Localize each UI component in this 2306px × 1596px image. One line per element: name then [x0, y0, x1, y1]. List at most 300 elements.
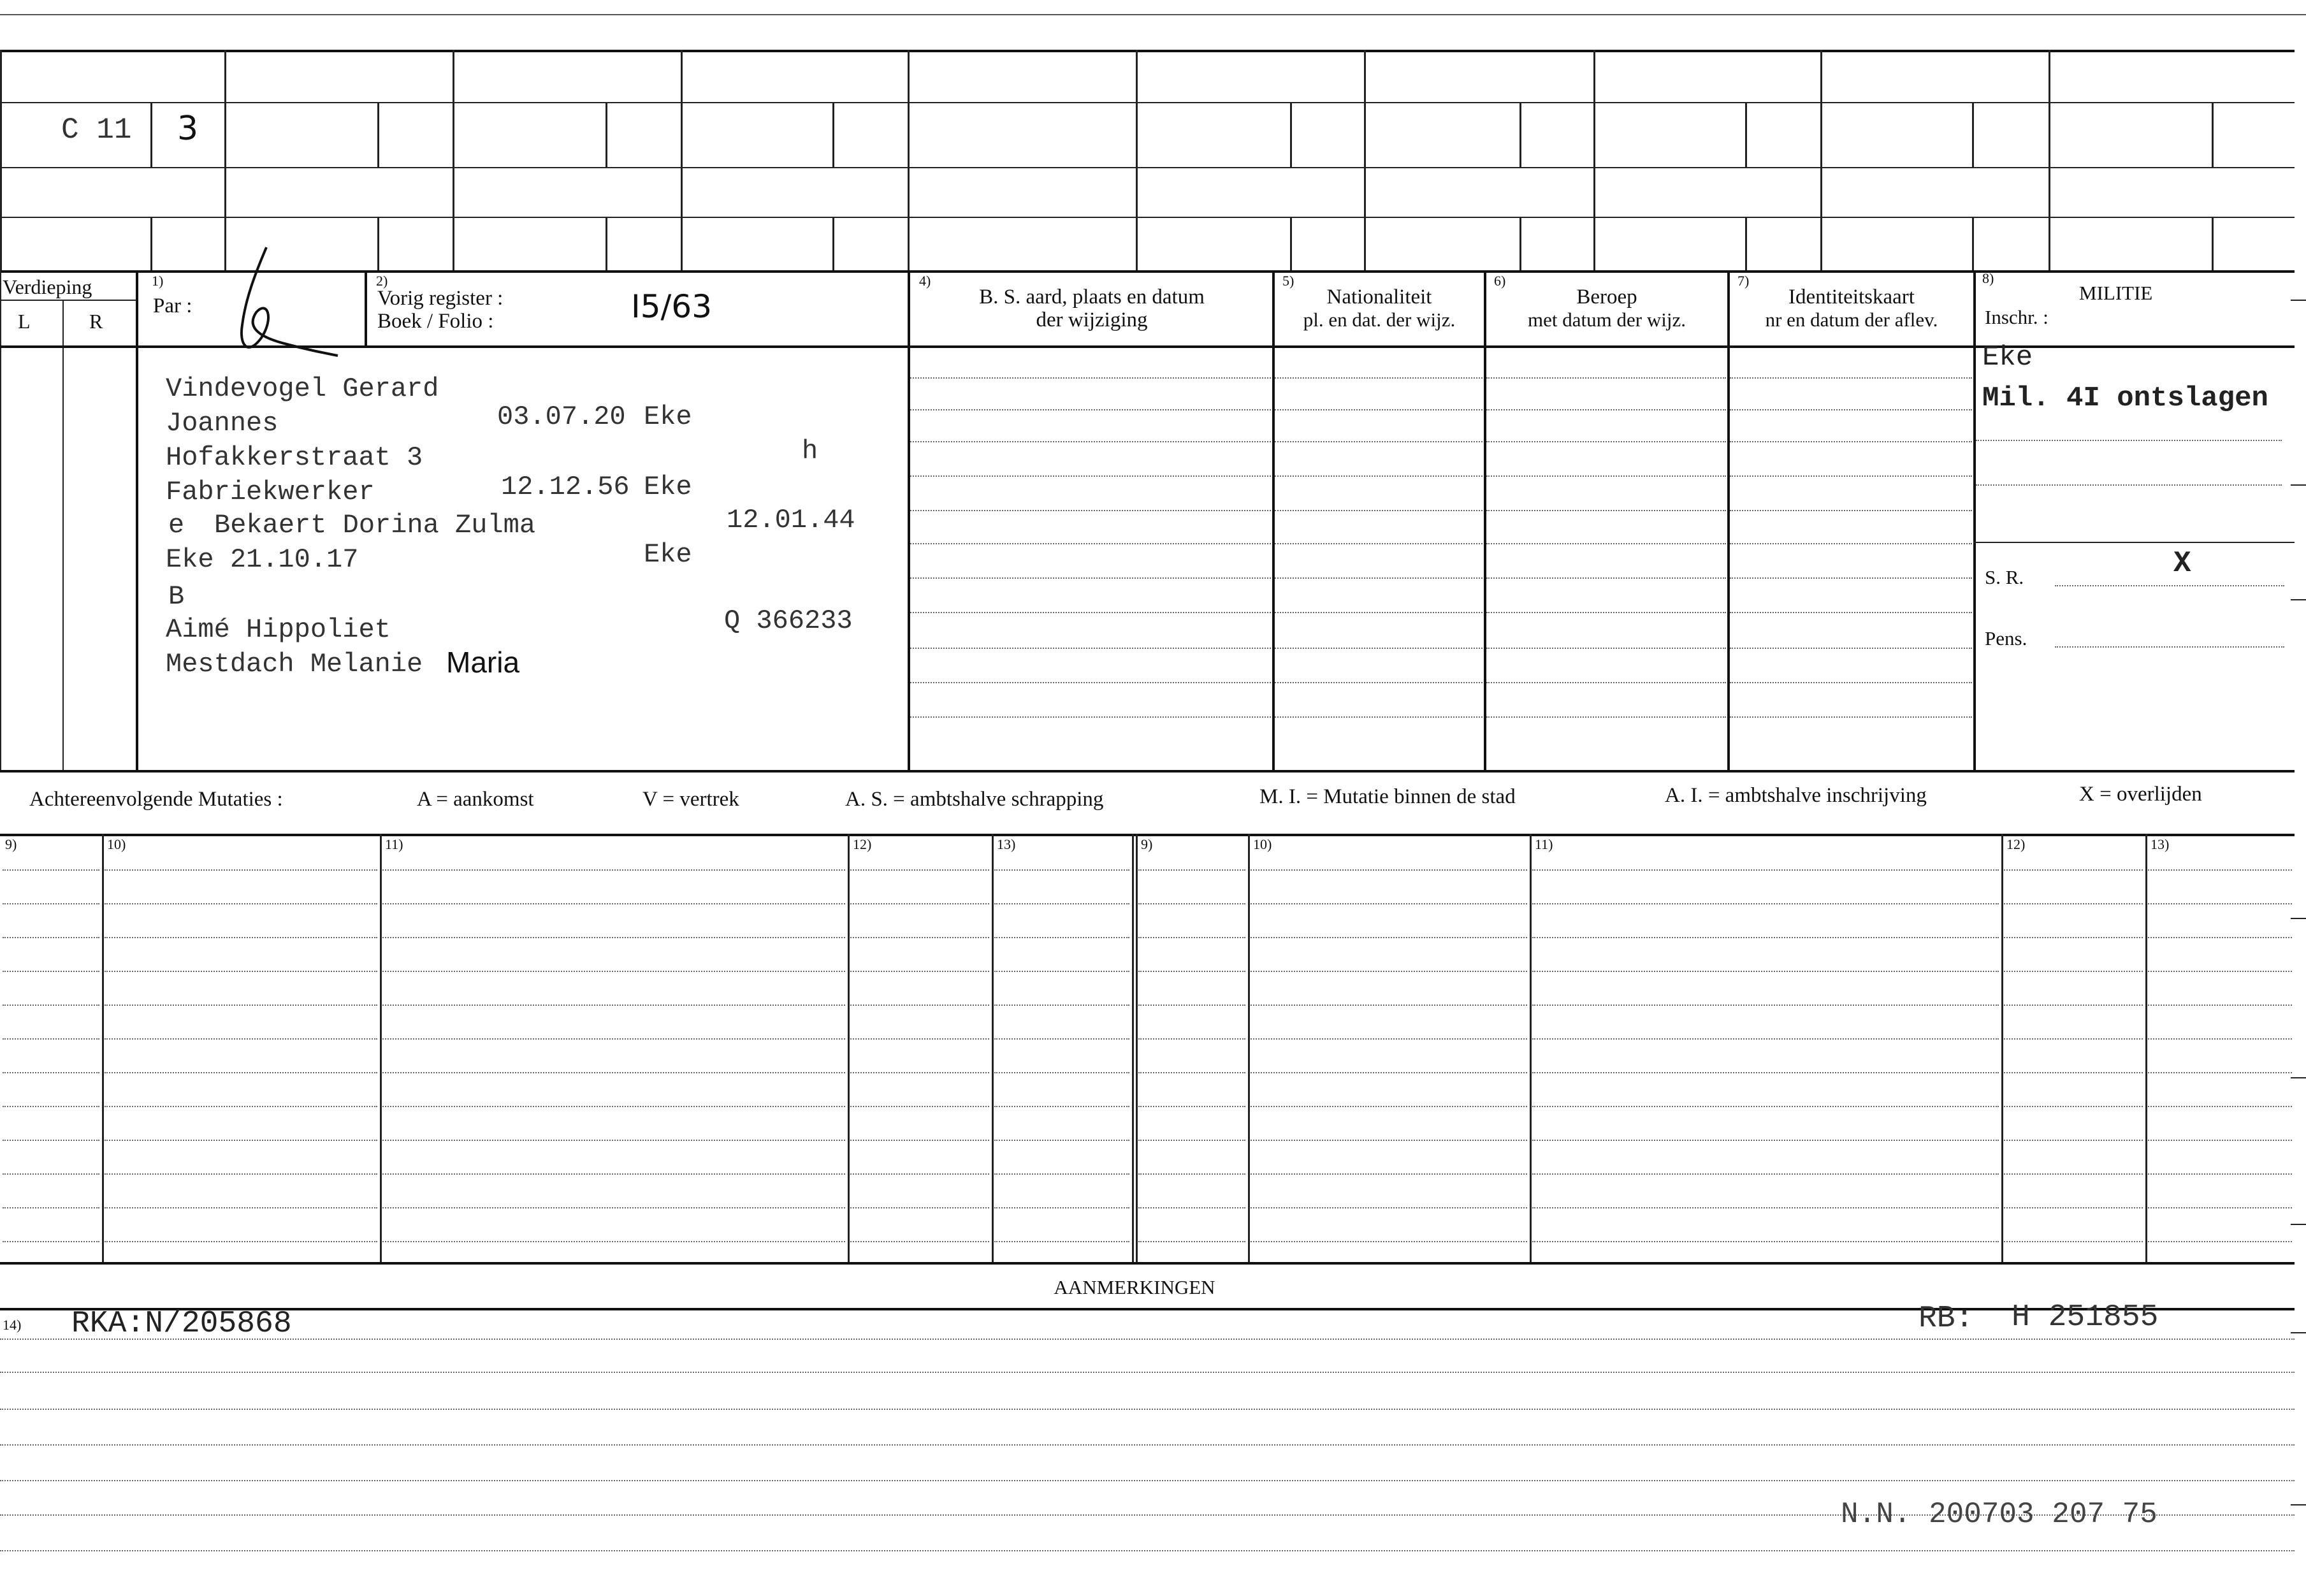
dotted-rule: [1251, 1038, 1527, 1040]
dotted-rule: [3, 903, 99, 904]
dotted-rule: [1486, 612, 1726, 613]
dotted-rule: [2148, 1038, 2292, 1040]
dotted-rule: [1275, 510, 1483, 511]
grid-line: [1519, 217, 1521, 270]
person-mark-h: h: [802, 436, 818, 467]
dotted-rule: [1138, 971, 1245, 972]
dotted-rule: [2004, 1207, 2143, 1208]
dotted-rule: [105, 1038, 377, 1040]
grid-line: [0, 1262, 2295, 1265]
dotted-rule: [850, 1241, 989, 1242]
dotted-rule: [382, 1241, 845, 1242]
dotted-rule: [105, 903, 377, 904]
dotted-rule: [105, 1072, 377, 1073]
dotted-rule: [3, 1207, 99, 1208]
dotted-rule: [994, 937, 1129, 938]
grid-line: [62, 300, 64, 770]
col-r-label: R: [89, 310, 103, 333]
note-4: 4): [919, 273, 931, 289]
dotted-rule: [850, 1207, 989, 1208]
dotted-rule: [1976, 440, 2282, 441]
dotted-rule: [105, 1241, 377, 1242]
grid-line: [102, 834, 104, 1262]
grid-line: [2212, 217, 2214, 270]
grid-line: [848, 834, 850, 1262]
dotted-rule: [382, 1005, 845, 1006]
dotted-rule: [850, 1072, 989, 1073]
grid-line: [0, 345, 2295, 348]
dotted-rule: [1730, 648, 1972, 649]
person-occupation-place: Eke: [644, 472, 692, 502]
dotted-rule: [1275, 475, 1483, 477]
dotted-rule: [994, 1106, 1129, 1107]
dotted-rule: [1486, 577, 1726, 579]
dotted-rule: [1138, 1173, 1245, 1175]
dotted-rule: [910, 682, 1271, 683]
dotted-rule: [1275, 377, 1483, 379]
person-occupation: Fabriekwerker: [166, 477, 375, 507]
dotted-rule: [1275, 682, 1483, 683]
grid-line: [1972, 102, 1974, 167]
dotted-rule: [1730, 716, 1972, 718]
dotted-rule: [2148, 1072, 2292, 1073]
dotted-rule: [1251, 937, 1527, 938]
dotted-rule: [2148, 903, 2292, 904]
dotted-rule: [382, 1038, 845, 1040]
edge-tick: [2291, 1224, 2306, 1225]
mutation-col-number: 13): [997, 836, 1016, 852]
dotted-rule: [3, 1173, 99, 1175]
dotted-rule: [994, 1173, 1129, 1175]
dotted-rule: [1251, 1173, 1527, 1175]
dotted-rule: [850, 1005, 989, 1006]
dotted-rule: [2004, 1005, 2143, 1006]
dotted-rule: [1486, 441, 1726, 442]
edge-tick: [2291, 300, 2306, 301]
dotted-rule: [910, 475, 1271, 477]
grid-line: [832, 217, 834, 270]
note-14: 14): [3, 1317, 22, 1333]
legend-a: A = aankomst: [417, 788, 534, 811]
grid-line: [0, 217, 2295, 218]
grid-line: [606, 102, 607, 167]
dotted-rule: [1251, 971, 1527, 972]
dotted-rule: [3, 1106, 99, 1107]
par-label: Par :: [153, 294, 192, 317]
dotted-rule: [0, 1444, 2295, 1446]
dotted-rule: [3, 937, 99, 938]
dotted-rule: [994, 903, 1129, 904]
grid-line: [453, 50, 454, 270]
dotted-rule: [850, 1173, 989, 1175]
dotted-rule: [1275, 577, 1483, 579]
dotted-rule: [2004, 869, 2143, 871]
grid-line: [0, 102, 2295, 103]
dotted-rule: [1730, 612, 1972, 613]
note-5: 5): [1282, 273, 1294, 289]
grid-line: [908, 50, 910, 270]
grid-line: [1820, 50, 1822, 270]
dotted-rule: [850, 903, 989, 904]
dotted-rule: [850, 1140, 989, 1141]
grid-line: [224, 50, 226, 270]
dotted-rule: [2004, 937, 2143, 938]
mutation-col-number: 10): [1253, 836, 1272, 852]
mutation-col-number: 11): [385, 836, 403, 852]
legend-title: Achtereenvolgende Mutaties :: [29, 788, 283, 811]
bs-header-line2: der wijziging: [1036, 308, 1148, 331]
dotted-rule: [2148, 937, 2292, 938]
dotted-rule: [2004, 971, 2143, 972]
grid-line: [0, 300, 136, 301]
mutation-col-number: 13): [2150, 836, 2170, 852]
grid-line: [832, 102, 834, 167]
dotted-rule: [1138, 869, 1245, 871]
grid-line: [2212, 102, 2214, 167]
dotted-rule: [3, 1038, 99, 1040]
dotted-rule: [105, 971, 377, 972]
dotted-rule: [3, 869, 99, 871]
dotted-rule: [1730, 409, 1972, 410]
dotted-rule: [994, 1072, 1129, 1073]
legend-ai: A. I. = ambtshalve inschrijving: [1665, 784, 1927, 807]
dotted-rule: [2148, 971, 2292, 972]
marriage-date: 12.01.44: [727, 505, 855, 535]
dotted-rule: [3, 1140, 99, 1141]
dotted-rule: [1275, 409, 1483, 410]
edge-tick: [2291, 484, 2306, 486]
mother-name: Mestdach Melanie: [166, 649, 423, 679]
dotted-rule: [382, 1173, 845, 1175]
nn-number: N.N. 200703 207 75: [1841, 1498, 2157, 1531]
dotted-rule: [1532, 937, 1999, 938]
dotted-rule: [1138, 1106, 1245, 1107]
dotted-rule: [1251, 1106, 1527, 1107]
mother-extra: Maria: [446, 646, 520, 679]
dotted-rule: [1138, 1005, 1245, 1006]
nationaliteit-line1: Nationaliteit: [1326, 286, 1432, 308]
dotted-rule: [2148, 869, 2292, 871]
grid-line: [1519, 102, 1521, 167]
dotted-rule: [2148, 1005, 2292, 1006]
dotted-rule: [2148, 1207, 2292, 1208]
grid-line: [1132, 834, 1134, 1262]
dotted-rule: [994, 1005, 1129, 1006]
dotted-rule: [1138, 1241, 1245, 1242]
dotted-rule: [1532, 1005, 1999, 1006]
note-7: 7): [1737, 273, 1750, 289]
militie-label: MILITIE: [2079, 282, 2153, 304]
dotted-rule: [910, 577, 1271, 579]
rka-number: RKA:N/205868: [71, 1307, 292, 1341]
grid-line: [150, 102, 152, 167]
dotted-rule: [1730, 377, 1972, 379]
dotted-rule: [2004, 1106, 2143, 1107]
grid-line: [0, 270, 2295, 273]
person-occupation-date: 12.12.56: [501, 472, 630, 502]
dotted-rule: [1251, 1207, 1527, 1208]
grid-line: [380, 834, 382, 1262]
mutation-col-number: 12): [2006, 836, 2026, 852]
grid-line: [992, 834, 994, 1262]
grid-line: [0, 770, 2295, 773]
grid-line: [1745, 102, 1747, 167]
dotted-rule: [1532, 1140, 1999, 1141]
dotted-rule: [1532, 869, 1999, 871]
dotted-rule: [382, 869, 845, 871]
dotted-rule: [910, 409, 1271, 410]
grid-line: [1745, 217, 1747, 270]
dotted-rule: [1138, 1140, 1245, 1141]
dotted-rule: [910, 543, 1271, 544]
dotted-rule: [994, 869, 1129, 871]
dotted-rule: [2148, 1140, 2292, 1141]
bs-header-line1: B. S. aard, plaats en datum: [979, 286, 1205, 308]
militie-divider: [1973, 542, 2295, 543]
dotted-rule: [0, 1409, 2295, 1410]
dotted-rule: [2148, 1241, 2292, 1242]
dotted-rule: [1532, 971, 1999, 972]
dotted-rule: [994, 1038, 1129, 1040]
dotted-rule: [1251, 903, 1527, 904]
dotted-rule: [850, 1038, 989, 1040]
legend-v: V = vertrek: [642, 788, 739, 811]
dotted-rule: [0, 1480, 2295, 1481]
dotted-rule: [910, 377, 1271, 379]
top-border: [0, 14, 2306, 15]
dotted-rule: [910, 648, 1271, 649]
dotted-rule: [1251, 1241, 1527, 1242]
dotted-rule: [382, 1207, 845, 1208]
dotted-rule: [1730, 682, 1972, 683]
spouse-name: Bekaert Dorina Zulma: [214, 510, 536, 540]
grid-line: [1364, 50, 1366, 270]
dotted-rule: [1251, 1072, 1527, 1073]
dotted-rule: [1486, 377, 1726, 379]
dotted-rule: [105, 1106, 377, 1107]
spouse-place: Eke: [644, 539, 692, 570]
legend-mi: M. I. = Mutatie binnen de stad: [1259, 785, 1516, 808]
grid-line: [2049, 50, 2050, 270]
dotted-rule: [1486, 648, 1726, 649]
grid-line: [1290, 102, 1292, 167]
grid-line: [0, 167, 2295, 168]
dotted-rule: [1730, 441, 1972, 442]
grid-line: [1290, 217, 1292, 270]
dotted-rule: [1532, 1207, 1999, 1208]
vorig-register-label: Vorig register :: [377, 287, 504, 310]
dotted-rule: [850, 1106, 989, 1107]
dotted-rule: [1486, 475, 1726, 477]
edge-tick: [2291, 918, 2306, 919]
grid-line: [1248, 834, 1250, 1262]
legend-as: A. S. = ambtshalve schrapping: [845, 788, 1104, 811]
dotted-rule: [0, 1550, 2295, 1551]
dotted-rule: [1138, 1072, 1245, 1073]
person-birth-place: Eke: [644, 402, 692, 432]
edge-tick: [2291, 1332, 2306, 1333]
beroep-line1: Beroep: [1576, 286, 1637, 308]
dotted-rule: [3, 1241, 99, 1242]
dotted-rule: [1532, 1038, 1999, 1040]
mark-b: B: [168, 581, 185, 612]
grid-line: [365, 270, 367, 347]
edge-tick: [2291, 599, 2306, 600]
dotted-rule: [2004, 1140, 2143, 1141]
dotted-rule: [105, 869, 377, 871]
register-code: C 11: [61, 113, 132, 147]
dotted-rule: [1486, 543, 1726, 544]
verdieping-label: Verdieping: [3, 275, 92, 298]
dotted-rule: [2004, 1173, 2143, 1175]
dotted-rule: [105, 1005, 377, 1006]
militie-status: Mil. 4I ontslagen: [1982, 382, 2268, 414]
mutation-col-number: 11): [1535, 836, 1553, 852]
boek-folio-label: Boek / Folio :: [377, 310, 494, 333]
dotted-rule: [105, 937, 377, 938]
pens-line: [2055, 646, 2284, 648]
mutation-col-number: 9): [5, 836, 17, 852]
dotted-rule: [994, 1207, 1129, 1208]
dotted-rule: [382, 971, 845, 972]
grid-line: [2145, 834, 2147, 1262]
dotted-rule: [382, 1140, 845, 1141]
dotted-rule: [1532, 903, 1999, 904]
dotted-rule: [2004, 1038, 2143, 1040]
dotted-rule: [1275, 441, 1483, 442]
mutation-col-number: 10): [107, 836, 126, 852]
dotted-rule: [1730, 543, 1972, 544]
dotted-rule: [1976, 484, 2282, 486]
dotted-rule: [1486, 716, 1726, 718]
dotted-rule: [1251, 1140, 1527, 1141]
dotted-rule: [910, 510, 1271, 511]
dotted-rule: [1138, 1038, 1245, 1040]
grid-line: [681, 50, 683, 270]
folio-value: I5/63: [631, 288, 713, 325]
dotted-rule: [850, 869, 989, 871]
note-1: 1): [152, 273, 164, 289]
dotted-rule: [3, 1072, 99, 1073]
note-2: 2): [376, 273, 388, 289]
nationaliteit-line2: pl. en dat. der wijz.: [1303, 308, 1456, 331]
dotted-rule: [1532, 1173, 1999, 1175]
grid-line: [1136, 50, 1138, 270]
dotted-rule: [1532, 1106, 1999, 1107]
dotted-rule: [1138, 937, 1245, 938]
grid-line: [2001, 834, 2003, 1262]
note-8: 8): [1982, 270, 1994, 286]
militie-place: Eke: [1982, 342, 2033, 374]
dotted-rule: [994, 1241, 1129, 1242]
dotted-rule: [1730, 510, 1972, 511]
dotted-rule: [1251, 1005, 1527, 1006]
rb-value: H 251855: [2012, 1300, 2159, 1335]
dotted-rule: [1138, 1207, 1245, 1208]
dotted-rule: [105, 1207, 377, 1208]
dotted-rule: [3, 971, 99, 972]
grid-line: [1593, 50, 1595, 270]
dotted-rule: [850, 971, 989, 972]
edge-tick: [2291, 1077, 2306, 1078]
mutation-col-number: 9): [1141, 836, 1153, 852]
dotted-rule: [2004, 903, 2143, 904]
mutation-col-number: 12): [853, 836, 872, 852]
dotted-rule: [382, 1106, 845, 1107]
grid-line: [150, 217, 152, 270]
dotted-rule: [3, 1005, 99, 1006]
sr-value: X: [2173, 547, 2191, 580]
father-name: Aimé Hippoliet: [166, 614, 391, 645]
dotted-rule: [1730, 577, 1972, 579]
dotted-rule: [0, 1372, 2295, 1373]
person-first-name: Joannes: [166, 408, 279, 439]
dotted-rule: [1275, 716, 1483, 718]
grid-line: [0, 50, 2295, 52]
identiteitskaart-line1: Identiteitskaart: [1788, 286, 1915, 308]
dotted-rule: [105, 1173, 377, 1175]
dotted-rule: [0, 1338, 2295, 1340]
spouse-prefix: e: [168, 510, 185, 540]
dotted-rule: [1532, 1072, 1999, 1073]
dotted-rule: [382, 903, 845, 904]
dotted-rule: [382, 1072, 845, 1073]
inschr-label: Inschr. :: [1985, 306, 2049, 328]
dotted-rule: [1275, 612, 1483, 613]
dotted-rule: [1275, 648, 1483, 649]
dotted-rule: [2148, 1106, 2292, 1107]
grid-line: [1530, 834, 1532, 1262]
dotted-rule: [1275, 543, 1483, 544]
dotted-rule: [910, 716, 1271, 718]
dotted-rule: [1486, 510, 1726, 511]
grid-line: [606, 217, 607, 270]
dotted-rule: [105, 1140, 377, 1141]
dotted-rule: [2148, 1173, 2292, 1175]
dotted-rule: [1251, 869, 1527, 871]
dotted-rule: [910, 441, 1271, 442]
person-name: Vindevogel Gerard: [166, 374, 439, 404]
pens-label: Pens.: [1985, 627, 2027, 649]
rb-label: RB:: [1918, 1302, 1974, 1336]
person-birth-date: 03.07.20: [497, 402, 626, 432]
id-number: Q 366233: [724, 606, 853, 636]
dotted-rule: [2004, 1241, 2143, 1242]
dotted-rule: [994, 971, 1129, 972]
dotted-rule: [994, 1140, 1129, 1141]
dotted-rule: [850, 937, 989, 938]
grid-line: [0, 50, 2, 270]
beroep-line2: met datum der wijz.: [1528, 308, 1686, 331]
person-address: Hofakkerstraat 3: [166, 442, 423, 473]
dotted-rule: [1486, 409, 1726, 410]
dotted-rule: [382, 937, 845, 938]
sr-line: [2055, 585, 2284, 586]
sr-label: S. R.: [1985, 566, 2024, 588]
dotted-rule: [1730, 475, 1972, 477]
dotted-rule: [1138, 903, 1245, 904]
remarks-title: AANMERKINGEN: [1054, 1276, 1215, 1298]
grid-line: [1972, 217, 1974, 270]
grid-line: [377, 217, 379, 270]
grid-line: [377, 102, 379, 167]
note-6: 6): [1494, 273, 1506, 289]
col-l-label: L: [18, 310, 31, 333]
edge-tick: [2291, 1504, 2306, 1505]
register-number: 3: [177, 110, 199, 148]
legend-x: X = overlijden: [2079, 783, 2202, 806]
spouse-birth: Eke 21.10.17: [166, 544, 359, 575]
